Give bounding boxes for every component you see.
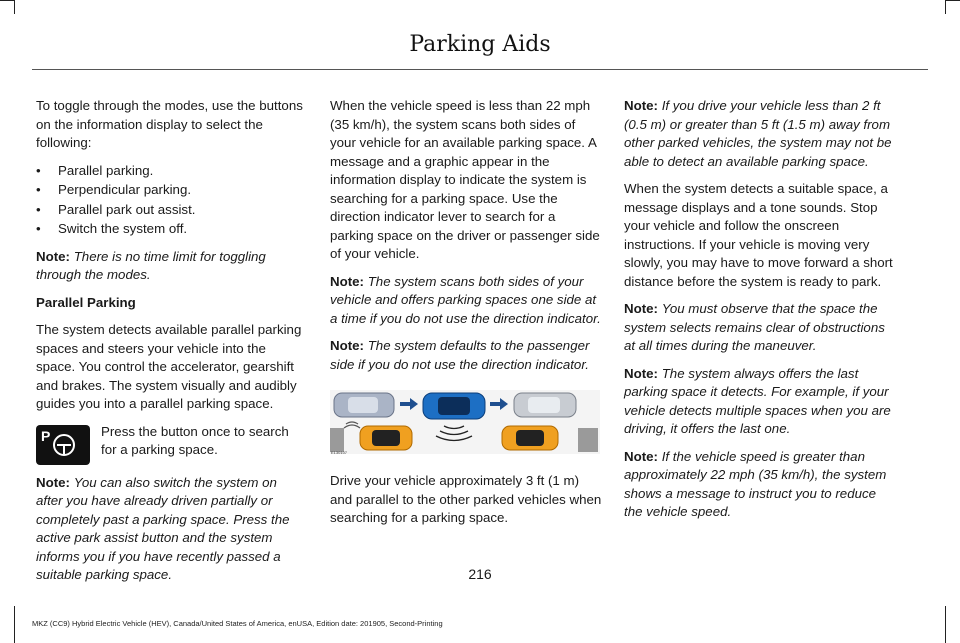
note — [624, 365, 896, 439]
column-3 — [624, 97, 896, 531]
header-divider — [32, 69, 928, 70]
note-label: Note: — [36, 474, 70, 490]
list-item: • Switch the system off. — [36, 220, 306, 239]
figure-code: E130107 — [331, 450, 348, 455]
car-roof — [438, 397, 470, 415]
note — [330, 337, 602, 374]
crop-mark — [946, 0, 960, 1]
icon-instruction — [36, 423, 306, 465]
body-paragraph: When the system detects a suitable space, a message displays and a tone sounds. Stop your vehicle and follow the onscreen instructions. If your vehicle is moving very slowly, you may have to move forward a short distance before the system is ready to park. — [624, 181, 893, 289]
parked-block — [578, 428, 598, 452]
note-label: Note: — [624, 448, 658, 464]
note — [330, 273, 602, 329]
note-label: Note: — [624, 98, 658, 113]
column-1 — [36, 97, 306, 594]
crop-mark — [14, 606, 15, 643]
note-text: If the vehicle speed is greater than approximately 22 mph (35 km/h), the system shows a message to instruct you to reduce the vehicle speed. — [624, 448, 887, 519]
parking-scan-illustration — [330, 388, 600, 456]
note-label: Note: — [330, 338, 364, 353]
park-letter: P — [41, 427, 51, 444]
column-2 — [330, 97, 602, 537]
note-text: You can also switch the system on after you have already driven partially or completely past a parking space. Press the active park assist button and the system informs you if you have recently passed a suitable parking space. — [36, 474, 290, 582]
section-heading: Parallel Parking — [36, 294, 136, 310]
illustration-svg — [330, 388, 600, 456]
note-text: The system always offers the last parking space it detects. For example, if your vehicle detects multiple spaces when you are driving, it offers the last one. — [624, 365, 891, 436]
steering-wheel-icon — [53, 434, 75, 456]
list-item: • Perpendicular parking. — [36, 181, 306, 200]
crop-mark — [945, 606, 946, 643]
page-number: 216 — [468, 566, 492, 582]
parked-block — [330, 428, 344, 452]
car-roof — [372, 430, 400, 446]
crop-mark — [945, 0, 946, 14]
park-assist-button-icon — [36, 425, 90, 465]
footer-text: MKZ (CC9) Hybrid Electric Vehicle (HEV), Canada/United States of America, enUSA, Edition date: 201905, Second-Printing — [32, 619, 443, 628]
note-text: There is no time limit for toggling through the modes. — [36, 248, 266, 282]
list-item: • Parallel park out assist. — [36, 201, 306, 220]
car-roof — [516, 430, 544, 446]
crop-mark — [14, 0, 15, 14]
page-title: Parking Aids — [409, 32, 551, 57]
note — [624, 97, 896, 171]
note — [624, 300, 896, 356]
note-label: Note: — [624, 301, 658, 316]
note-text: If you drive your vehicle less than 2 ft (0.5 m) or greater than 5 ft (1.5 m) away from other parked vehicles, the system may not be able to detect an available parking space. — [624, 98, 892, 169]
note — [36, 248, 306, 285]
car-roof — [348, 397, 378, 413]
note-label: Note: — [330, 273, 364, 289]
note-text: The system scans both sides of your vehicle and offers parking spaces one side at a time if you do not use the direction indicator. — [330, 273, 601, 326]
note-label: Note: — [624, 365, 658, 381]
body-paragraph: The system detects available parallel parking spaces and steers your vehicle into the space. You control the accelerator, gearshift and brakes. The system visually and audibly guides you into a parallel parking space. — [36, 322, 302, 411]
note-label: Note: — [36, 248, 70, 264]
icon-caption: Press the button once to search for a parking space. — [101, 423, 289, 457]
note — [624, 448, 896, 522]
body-paragraph: Drive your vehicle approximately 3 ft (1 m) and parallel to the other parked vehicles when searching for a parking space. — [330, 473, 602, 525]
mode-list — [36, 162, 306, 239]
note-text: The system defaults to the passenger side if you do not use the direction indicator. — [330, 338, 590, 372]
note-text: You must observe that the space the system selects remains clear of obstructions at all times during the maneuver. — [624, 301, 885, 353]
body-paragraph: When the vehicle speed is less than 22 mph (35 km/h), the system scans both sides of your vehicle for an available parking space. A message and a graphic appear in the information display to indicate the system is searching for a parking space. Use the direction indicator lever to search for a parking space on the driver or passenger side of your vehicle. — [330, 98, 600, 261]
car-roof — [528, 397, 560, 413]
intro-paragraph: To toggle through the modes, use the buttons on the information display to select the following: — [36, 98, 303, 150]
crop-mark — [0, 0, 14, 1]
list-item: • Parallel parking. — [36, 162, 306, 181]
